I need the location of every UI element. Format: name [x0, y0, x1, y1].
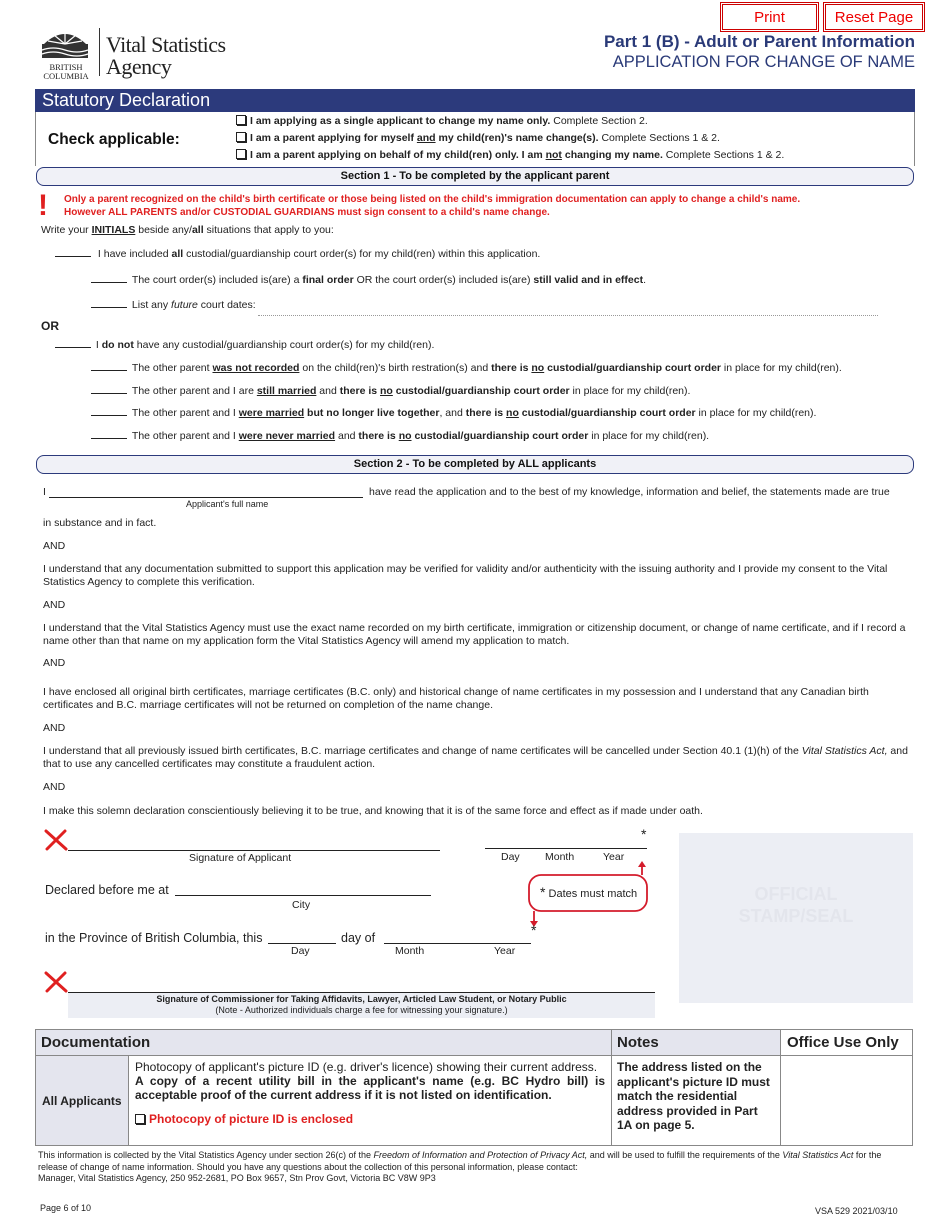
item-no-court-orders — [55, 339, 434, 352]
declaration-p1-end: have read the application and to the best of my knowledge, information and belief, the statements made are true — [369, 486, 890, 498]
and-label: AND — [43, 781, 66, 793]
logo-divider — [99, 28, 100, 76]
declaration-p4: I have enclosed all original birth certificates, marriage certificates (B.C. only) and historical change of name certificates in my possession and I understand that any Canadian birth certificates and B.C. marriage certificates will not be returned on completion of the name change. — [43, 686, 869, 711]
initials-field[interactable] — [55, 255, 91, 257]
t: I have included — [97, 248, 172, 260]
option-underline: and — [416, 132, 436, 144]
t: on the child(ren)'s birth restration(s) and — [299, 362, 492, 374]
item-never-married — [91, 430, 709, 443]
asterisk: * — [540, 884, 546, 900]
bc-crest-icon — [36, 26, 96, 60]
warning-icon: ! — [38, 189, 48, 222]
official-stamp-area — [679, 833, 913, 1003]
dates-must-match-text: Dates must match — [548, 888, 638, 900]
t: do not — [101, 339, 134, 351]
t: there is — [339, 385, 381, 397]
checkbox-icon[interactable] — [236, 149, 246, 159]
t: , and — [439, 407, 466, 419]
province-label: in the Province of British Columbia, this — [45, 931, 263, 945]
section2-header: Section 2 - To be completed by ALL applicants — [36, 455, 914, 474]
option-parent-self-and-child[interactable] — [236, 132, 720, 145]
t: List any — [131, 299, 172, 311]
t: and — [335, 430, 359, 442]
checkbox-icon[interactable] — [236, 115, 246, 125]
t: I — [95, 339, 102, 351]
initials-instruction — [41, 224, 334, 237]
initials-field[interactable] — [91, 306, 127, 308]
t: still valid and in effect — [533, 274, 644, 286]
t: Freedom of Information and Protection of Privacy Act, — [373, 1150, 588, 1160]
declaration-i: I — [43, 486, 46, 498]
t: and — [316, 385, 340, 397]
declaration-p1-cont: in substance and in fact. — [43, 517, 157, 529]
check-applicable-label: Check applicable: — [48, 131, 180, 148]
option-text-b: my child(ren)'s name change(s). — [435, 132, 599, 144]
t: . — [643, 274, 647, 286]
stamp-line2: STAMP/SEAL — [738, 906, 854, 926]
commission-month-label: Month — [395, 945, 425, 957]
t: court dates: — [197, 299, 256, 311]
t: in place for my child(ren). — [695, 407, 817, 419]
option-text: I am applying as a single applicant to change my name only. — [250, 115, 551, 127]
date-month-label: Month — [545, 851, 575, 863]
reset-page-button[interactable]: Reset Page — [823, 2, 925, 32]
picture-id-checkbox-label: Photocopy of picture ID is enclosed — [149, 1112, 354, 1126]
t: no — [380, 385, 393, 397]
all-applicants-label: All Applicants — [36, 1056, 129, 1146]
t: custodial/guardianship court order — [518, 407, 696, 419]
declaration-p6: I make this solemn declaration conscientiously believing it to be true, and knowing that it is of the same force and effect as if made under oath. — [43, 805, 703, 817]
t: The other parent and I — [131, 407, 239, 419]
form-number: VSA 529 2021/03/10 — [815, 1206, 898, 1216]
desc-line1: Photocopy of applicant's picture ID (e.g. driver's licence) showing their current address. — [135, 1060, 598, 1074]
t: The other parent — [131, 362, 213, 374]
t: still married — [256, 385, 317, 397]
t: were never married — [238, 430, 336, 442]
page-subtitle: APPLICATION FOR CHANGE OF NAME — [612, 53, 915, 71]
item-final-order — [91, 274, 646, 287]
section1-warning — [64, 193, 800, 219]
sign-here-x-icon — [44, 829, 68, 851]
t: for the release of change of name information. Should you have any questions about the collection of this personal information, please contact: — [38, 1150, 882, 1172]
stamp-line1: OFFICIAL — [754, 884, 838, 904]
t: custodial/guardianship court order — [392, 385, 570, 397]
initials-field[interactable] — [91, 437, 127, 439]
t: Write your — [41, 224, 92, 236]
notes-cell: The address listed on the applicant's picture ID must match the residential address provided in Part 1A on page 5. — [612, 1056, 781, 1146]
picture-id-checkbox[interactable] — [135, 1112, 605, 1126]
print-button[interactable]: Print — [720, 2, 819, 32]
initials-field[interactable] — [55, 346, 91, 348]
contact-line: Manager, Vital Statistics Agency, 250 952-2681, PO Box 9657, Stn Prov Govt, Victoria BC V8W 9P3 — [38, 1173, 436, 1183]
statutory-declaration-title: Statutory Declaration — [42, 90, 211, 110]
commission-month-year-field[interactable] — [384, 943, 531, 944]
t: and will be used to fulfill the requirements of the — [587, 1150, 783, 1160]
t: have any custodial/guardianship court order(s) for my child(ren). — [133, 339, 435, 351]
item-future-court-dates — [91, 299, 256, 312]
asterisk-top: * — [641, 826, 647, 842]
option-rest: Complete Sections 1 & 2. — [662, 149, 785, 161]
t: The other parent and I are — [131, 385, 257, 397]
option-text: I am a parent applying for myself — [250, 132, 417, 144]
declaration-p5 — [43, 745, 909, 771]
t: but no longer live together — [304, 407, 440, 419]
t: OR the court order(s) included is(are) — [353, 274, 534, 286]
t: custodial/guardianship court order — [411, 430, 589, 442]
declaration-p3: I understand that the Vital Statistics Agency must use the exact name recorded on my birth certificate, immigration or citizenship document, or change of name certificate, and if I record a name other than that name on my application form the Vital Statistics Agency will amend my application to match. — [43, 622, 906, 647]
future-dates-field[interactable] — [258, 315, 878, 316]
applicant-full-name-label: Applicant's full name — [186, 499, 269, 509]
item-still-married — [91, 385, 690, 398]
t: custodial/guardianship court order(s) for my child(ren) within this application. — [183, 248, 541, 260]
office-use-cell — [781, 1056, 913, 1146]
warning-line2: However ALL PARENTS and/or CUSTODIAL GUARDIANS must sign consent to a child's name change. — [64, 207, 550, 218]
t: custodial/guardianship court order — [544, 362, 721, 374]
t: final order — [302, 274, 354, 286]
declared-before-label: Declared before me at — [45, 883, 169, 897]
applicant-full-name-field[interactable] — [49, 497, 363, 498]
commission-day-label: Day — [291, 945, 310, 957]
checkbox-icon[interactable] — [236, 132, 246, 142]
or-label: OR — [41, 319, 59, 333]
option-rest: Complete Section 2. — [550, 115, 648, 127]
and-label: AND — [43, 599, 66, 611]
commission-day-field[interactable] — [268, 943, 336, 944]
t: in place for my child(ren). — [588, 430, 710, 442]
t: in place for my child(ren). — [721, 362, 842, 374]
commission-year-label: Year — [494, 945, 516, 957]
city-field[interactable] — [175, 895, 431, 896]
item-court-orders-included — [55, 248, 540, 261]
commissioner-note: (Note - Authorized individuals charge a fee for witnessing your signature.) — [215, 1005, 508, 1015]
sign-here-x-icon — [44, 971, 68, 993]
initials-field[interactable] — [91, 369, 127, 371]
and-label: AND — [43, 722, 66, 734]
t: beside any/ — [135, 224, 192, 236]
t: Vital Statistics Act, — [801, 745, 888, 757]
t: no — [398, 430, 412, 442]
t: all — [191, 224, 204, 236]
checkbox-icon[interactable] — [135, 1114, 145, 1124]
applicant-signature-field[interactable] — [68, 850, 440, 851]
initials-field[interactable] — [91, 392, 127, 394]
option-text: I am a parent applying on behalf of my child(ren) only. I am — [250, 149, 546, 161]
date-year-label: Year — [603, 851, 625, 863]
part-title: Part 1 (B) - Adult or Parent Information — [603, 32, 915, 51]
privacy-notice — [38, 1150, 912, 1185]
t: all — [171, 248, 184, 260]
asterisk-bottom: * — [531, 922, 537, 938]
applicant-signature-label: Signature of Applicant — [189, 852, 292, 864]
logo-crest-line1: BRITISH — [49, 62, 83, 72]
date-field[interactable] — [485, 848, 647, 849]
option-single-applicant[interactable] — [236, 115, 648, 128]
and-label: AND — [43, 657, 66, 669]
dates-must-match-note — [540, 884, 637, 900]
documentation-description — [129, 1056, 612, 1146]
t: situations that apply to you: — [203, 224, 334, 236]
t: future — [171, 299, 198, 311]
t: in place for my child(ren). — [569, 385, 691, 397]
t: there is — [465, 407, 507, 419]
city-label: City — [292, 899, 311, 911]
item-not-recorded — [91, 362, 842, 375]
logo-line2: Agency — [106, 54, 172, 79]
option-underline: not — [545, 149, 562, 161]
declaration-p2: I understand that any documentation submitted to support this application may be verified for validity and/or authenticity with the issuing authority and I provide my consent to the Vital Statistics Agency to complete this verification. — [43, 563, 888, 588]
statutory-declaration-bar — [35, 89, 915, 112]
and-label: AND — [43, 540, 66, 552]
option-rest: Complete Sections 1 & 2. — [598, 132, 720, 144]
t: and that to use any cancelled certificates may constitute a fraudulent action. — [43, 745, 908, 770]
day-of-label: day of — [341, 931, 376, 945]
t: there is — [358, 430, 399, 442]
t: This information is collected by the Vital Statistics Agency under section 26(c) of the — [38, 1150, 374, 1160]
documentation-table — [35, 1029, 913, 1146]
date-day-label: Day — [501, 851, 520, 863]
t: no — [506, 407, 519, 419]
page-number: Page 6 of 10 — [40, 1203, 92, 1213]
t: I understand that all previously issued birth certificates, B.C. marriage certificates and change of name certificates will be cancelled under Section 40.1 (1)(h) of the — [43, 745, 802, 757]
initials-field[interactable] — [91, 281, 127, 283]
warning-line1: Only a parent recognized on the child's birth certificate or those being listed on the child's immigration documentation can apply to change a child's name. — [64, 194, 801, 205]
logo-crest-line2: COLUMBIA — [43, 71, 89, 81]
t: The other parent and I — [131, 430, 239, 442]
bc-logo — [36, 26, 96, 81]
commissioner-label: Signature of Commissioner for Taking Affidavits, Lawyer, Articled Law Student, or Notary Public — [156, 994, 567, 1004]
logo-wordmark — [106, 34, 226, 78]
t: no — [531, 362, 545, 374]
section1-header: Section 1 - To be completed by the applicant parent — [36, 167, 914, 186]
desc-line2: A copy of a recent utility bill in the applicant's name (e.g. BC Hydro bill) is acceptable proof of the current address if it is not listed on identification. — [135, 1074, 605, 1102]
t: The court order(s) included is(are) a — [131, 274, 303, 286]
item-were-married — [91, 407, 816, 420]
t: was not recorded — [212, 362, 300, 374]
option-parent-child-only[interactable] — [236, 149, 784, 162]
logo-line1: Vital Statistics — [106, 32, 226, 57]
t: INITIALS — [91, 224, 136, 236]
documentation-header: Documentation — [36, 1030, 612, 1056]
office-use-header: Office Use Only — [781, 1030, 913, 1056]
option-text-b: changing my name. — [561, 149, 663, 161]
t: were married — [238, 407, 305, 419]
notes-header: Notes — [612, 1030, 781, 1056]
initials-field[interactable] — [91, 414, 127, 416]
t: there is — [491, 362, 532, 374]
t: Vital Statistics Act — [782, 1150, 854, 1160]
